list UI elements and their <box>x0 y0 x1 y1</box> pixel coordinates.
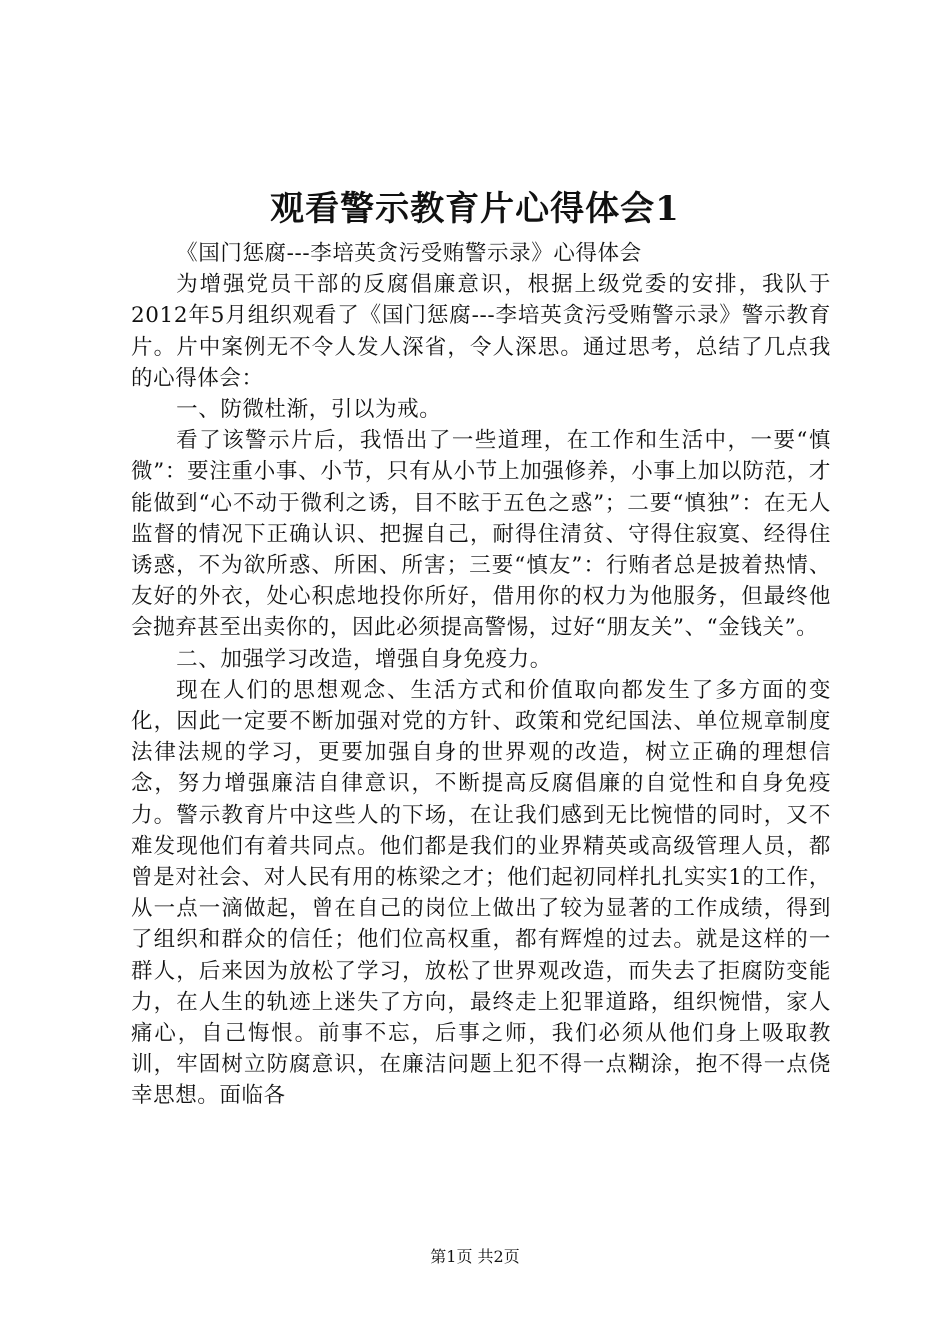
section-heading-2: 二、加强学习改造，增强自身免疫力。 <box>176 646 552 672</box>
paragraph-intro: 为增强党员干部的反腐倡廉意识，根据上级党委的安排，我队于2012年5月组织观看了《国门惩腐---李培英贪污受贿警示录》警示教育片。片中案例无不令人发人深省，令人深思。通过思考，总结了几点我的心得体会： <box>131 272 831 391</box>
paragraph-section-1: 看了该警示片后，我悟出了一些道理，在工作和生活中，一要“慎微”：要注重小事、小节，只有从小节上加强修养，小事上加以防范，才能做到“心不动于微利之诱，目不眩于五色之惑”；二要“慎独”：在无人监督的情况下正确认识、把握自己，耐得住清贫、守得住寂寞、经得住诱惑，不为欲所惑、所困、所害；三要“慎友”：行贿者总是披着热情、友好的外衣，处心积虑地投你所好，借用你的权力为他服务，但最终他会抛弃甚至出卖你的，因此必须提高警惕，过好“朋友关”、“金钱关”。 <box>131 428 831 641</box>
document-title: 观看警示教育片心得体会1 <box>270 189 680 229</box>
document-body <box>131 238 831 1112</box>
section-heading-1: 一、防微杜渐，引以为戒。 <box>176 397 442 423</box>
paragraph-section-2: 现在人们的思想观念、生活方式和价值取向都发生了多方面的变化，因此一定要不断加强对党的方针、政策和党纪国法、单位规章制度法律法规的学习，更要加强自身的世界观的改造，树立正确的理想信念，努力增强廉洁自律意识，不断提高反腐倡廉的自觉性和自身免疫力。警示教育片中这些人的下场，在让我们感到无比惋惜的同时，又不难发现他们有着共同点。他们都是我们的业界精英或高级管理人员，都曾是对社会、对人民有用的栋梁之才；他们起初同样扎扎实实1的工作，从一点一滴做起，曾在自己的岗位上做出了较为显著的工作成绩，得到了组织和群众的信任；他们位高权重，都有辉煌的过去。就是这样的一群人，后来因为放松了学习，放松了世界观改造，而失去了拒腐防变能力，在人生的轨迹上迷失了方向，最终走上犯罪道路，组织惋惜，家人痛心，自己悔恨。前事不忘，后事之师，我们必须从他们身上吸取教训，牢固树立防腐意识，在廉洁问题上犯不得一点糊涂，抱不得一点侥幸思想。面临各 <box>131 677 831 1109</box>
paragraph-subtitle: 《国门惩腐---李培英贪污受贿警示录》心得体会 <box>176 241 642 266</box>
page-number-footer: 第1页 共2页 <box>430 1247 520 1266</box>
